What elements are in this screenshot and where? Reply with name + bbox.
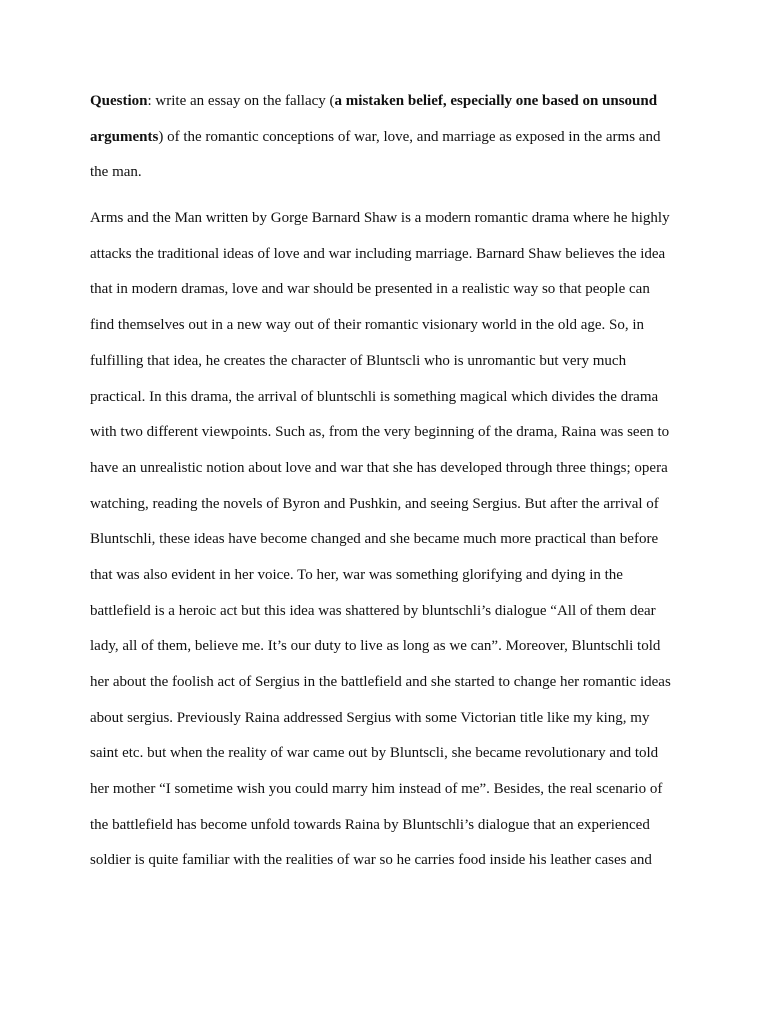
paragraph-line: Arms and the Man written by Gorge Barnard Shaw is a modern romantic drama where he highly (90, 210, 670, 227)
question-text: : write an essay on the fallacy ( (147, 93, 335, 109)
paragraph-line: practical. In this drama, the arrival of bluntschli is something magical which divides the drama (90, 388, 659, 405)
paragraph-line: soldier is quite familiar with the realities of war so he carries food inside his leather cases and (90, 852, 652, 869)
paragraph-line: her about the foolish act of Sergius in the battlefield and she started to change her romantic ideas (90, 674, 671, 690)
paragraph-line: that was also evident in her voice. To her, war was something glorifying and dying in the (90, 566, 623, 583)
paragraph-line: have an unrealistic notion about love and war that she has developed through three things; opera (90, 459, 668, 476)
question-line-1 (90, 84, 682, 120)
paragraph-line: with two different viewpoints. Such as, from the very beginning of the drama, Raina was seen to (90, 424, 670, 441)
question-text-cont: ) of the romantic conceptions of war, love, and marriage as exposed in the arms and (158, 128, 661, 145)
paragraph-gap (90, 191, 682, 201)
paragraph-line: find themselves out in a new way out of their romantic visionary world in the old age. So, in (90, 317, 645, 334)
paragraph-line: the battlefield has become unfold towards Raina by Bluntschli’s dialogue that an experienced (90, 816, 650, 833)
paragraph-line: saint etc. but when the reality of war came out by Bluntscli, she became revolutionary and told (90, 745, 659, 762)
paragraph-line: lady, all of them, believe me. It’s our duty to live as long as we can”. Moreover, Bluntschli told (90, 638, 661, 655)
paragraph-line: attacks the traditional ideas of love and war including marriage. Barnard Shaw believes the idea (90, 245, 666, 262)
paragraph-line: that in modern dramas, love and war should be presented in a realistic way so that people can (90, 281, 650, 298)
paragraph-line: about sergius. Previously Raina addressed Sergius with some Victorian title like my king, my (90, 709, 650, 726)
essay-paragraph (90, 201, 682, 879)
fallacy-definition: a mistaken belief, especially one based on unsound (334, 93, 658, 109)
question-line-2 (90, 120, 682, 156)
question-line-3: the man. (90, 164, 142, 181)
paragraph-line: battlefield is a heroic act but this idea was shattered by bluntschli’s dialogue “All of them dear (90, 602, 656, 619)
paragraph-line: fulfilling that idea, he creates the character of Bluntscli who is unromantic but very much (90, 352, 627, 369)
paragraph-line: her mother “I sometime wish you could marry him instead of me”. Besides, the real scenario of (90, 781, 663, 798)
paragraph-line: watching, reading the novels of Byron and Pushkin, and seeing Sergius. But after the arrival of (90, 495, 659, 512)
fallacy-definition-end: arguments (90, 128, 159, 145)
document-content (90, 84, 682, 879)
paragraph-line: Bluntschli, these ideas have become changed and she became much more practical than before (90, 531, 659, 548)
question-label: Question (90, 93, 148, 109)
